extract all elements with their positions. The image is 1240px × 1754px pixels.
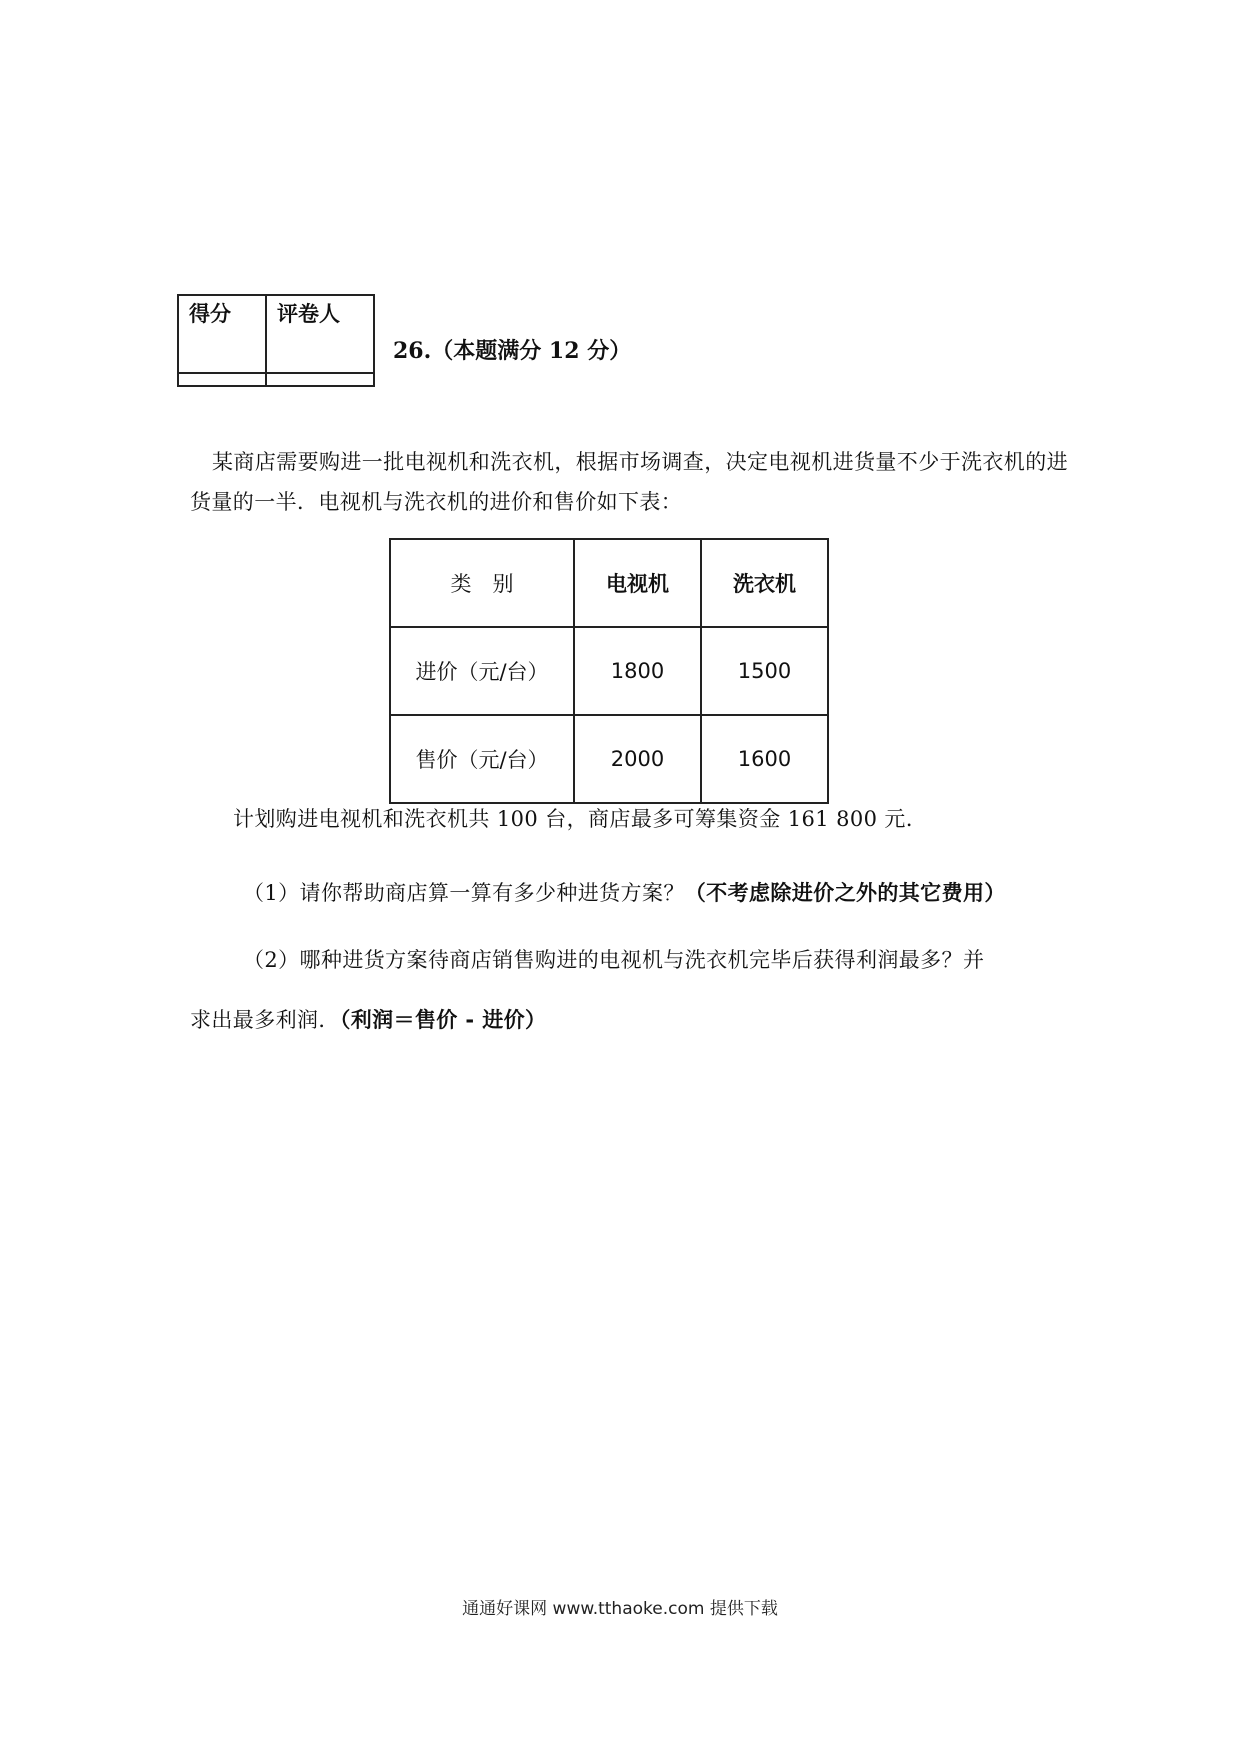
price-table bbox=[389, 538, 829, 804]
cell-washer-purchase: 1500 bbox=[701, 627, 828, 715]
cell-washer-sale: 1600 bbox=[701, 715, 828, 803]
part2-line1: （2）哪种进货方案待商店销售购进的电视机与洗衣机完毕后获得利润最多？并 bbox=[243, 948, 985, 972]
part1-paragraph bbox=[243, 873, 1006, 913]
cell-tv-sale: 2000 bbox=[574, 715, 701, 803]
part2-text: 求出最多利润． bbox=[190, 1008, 340, 1032]
part1-text: （1）请你帮助商店算一算有多少种进货方案？ bbox=[243, 881, 685, 905]
part2-line2 bbox=[190, 1000, 546, 1040]
intro-paragraph: 某商店需要购进一批电视机和洗衣机，根据市场调查，决定电视机进货量不少于洗衣机的进货量的一半．电视机与洗衣机的进价和售价如下表： bbox=[190, 450, 1068, 514]
row-label-sale-price: 售价（元/台） bbox=[390, 715, 574, 803]
score-label: 得分 bbox=[178, 295, 266, 373]
row-label-purchase-price: 进价（元/台） bbox=[390, 627, 574, 715]
score-cell bbox=[178, 373, 266, 386]
plan-paragraph: 计划购进电视机和洗衣机共 100 台，商店最多可筹集资金 161 800 元． bbox=[233, 807, 928, 831]
table-row bbox=[390, 627, 828, 715]
header-tv: 电视机 bbox=[574, 539, 701, 627]
cell-tv-purchase: 1800 bbox=[574, 627, 701, 715]
table-header-row bbox=[390, 539, 828, 627]
grader-label: 评卷人 bbox=[266, 295, 374, 373]
score-box bbox=[177, 294, 375, 387]
grader-cell bbox=[266, 373, 374, 386]
question-heading: 26.（本题满分 12 分） bbox=[393, 338, 632, 364]
header-category: 类 别 bbox=[390, 539, 574, 627]
part2-note: （利润＝售价 - 进价） bbox=[339, 1008, 547, 1032]
footer-source: 通通好课网 www.tthaoke.com 提供下载 bbox=[462, 1599, 778, 1619]
part1-note: （不考虑除进价之外的其它费用） bbox=[684, 881, 1006, 905]
header-washer: 洗衣机 bbox=[701, 539, 828, 627]
table-row bbox=[390, 715, 828, 803]
